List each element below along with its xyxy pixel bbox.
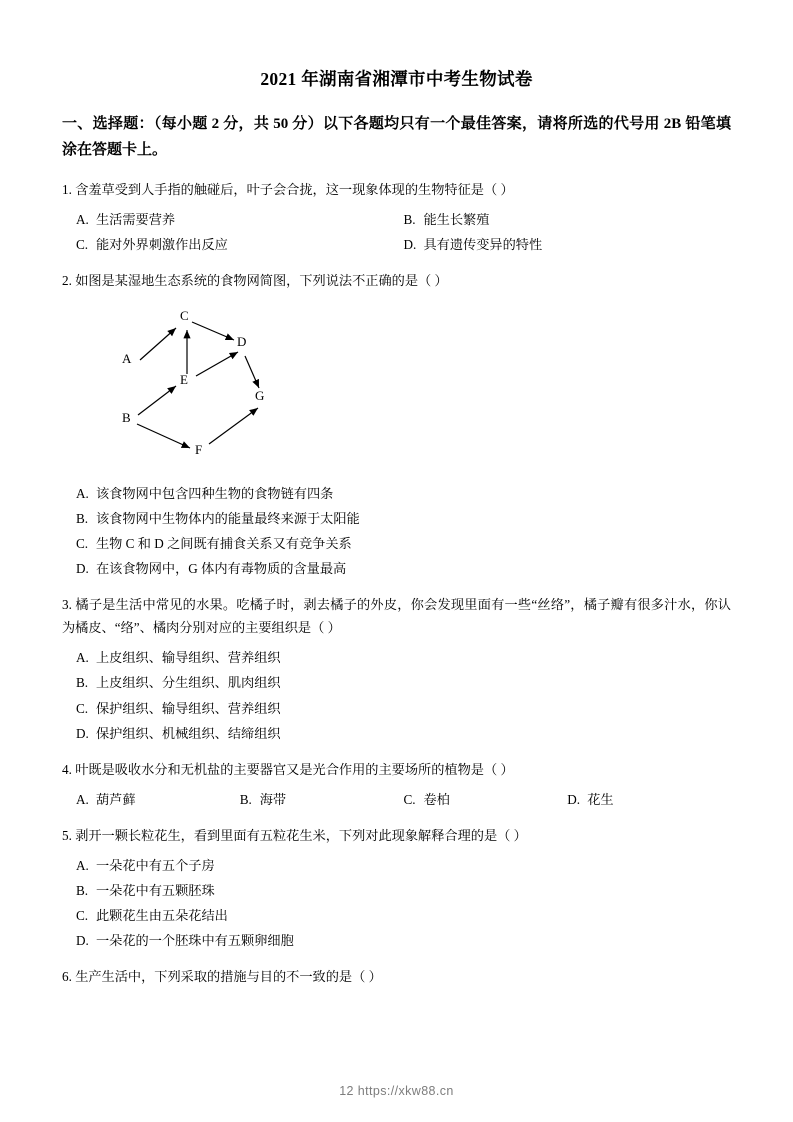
page-footer: 12 https://xkw88.cn	[339, 1084, 454, 1098]
option-text: 此颗花生由五朵花结出	[96, 908, 228, 924]
option-label: A.	[76, 211, 89, 227]
question-stem: 5. 剥开一颗长粒花生，看到里面有五粒花生米，下列对此现象解释合理的是（ ）	[62, 827, 527, 843]
option-label: C.	[76, 536, 89, 551]
option-item[interactable]	[404, 207, 732, 232]
section-heading: 一、选择题：（每小题 2 分，共 50 分）以下各题均只有一个最佳答案，请将所选的代号用 2B 铅笔填涂在答题卡上。	[62, 116, 731, 159]
option-label: D.	[76, 933, 89, 949]
option-item[interactable]	[76, 787, 240, 812]
option-row	[62, 645, 731, 670]
option-label: C.	[76, 700, 89, 716]
node-label-C: C	[180, 307, 189, 323]
option-row	[62, 878, 731, 903]
option-label: B.	[76, 675, 89, 691]
option-row	[62, 670, 731, 695]
option-item[interactable]	[76, 670, 731, 695]
option-text: 花生	[587, 791, 614, 807]
option-label: D.	[76, 725, 89, 741]
option-item[interactable]	[567, 787, 731, 812]
question-stem: 3. 橘子是生活中常见的水果。吃橘子时，剥去橘子的外皮，你会发现里面有一些“丝络”，橘子瓣有很多汁水，你认为橘皮、“络”、橘肉分别对应的主要组织是（ ）	[62, 597, 731, 636]
option-row	[62, 232, 731, 257]
option-item[interactable]	[404, 787, 568, 812]
option-text: 生物 C 和 D 之间既有捕食关系又有竞争关系	[96, 536, 352, 551]
node-label-B: B	[122, 409, 131, 425]
option-label: A.	[76, 791, 89, 807]
option-row	[62, 853, 731, 878]
option-row	[62, 696, 731, 721]
node-label-A: A	[122, 350, 132, 366]
option-row	[62, 556, 731, 581]
option-text: 葫芦藓	[96, 791, 136, 807]
option-row	[62, 787, 731, 812]
option-label: D.	[567, 791, 581, 807]
option-row	[62, 506, 731, 531]
option-label: C.	[403, 791, 416, 807]
question-stem: 2. 如图是某湿地生态系统的食物网简图，下列说法不正确的是（ ）	[62, 272, 448, 288]
option-item[interactable]	[76, 928, 731, 953]
option-row	[62, 207, 731, 232]
option-row	[62, 928, 731, 953]
option-text: 具有遗传变异的特性	[423, 236, 543, 252]
option-item[interactable]	[76, 903, 731, 928]
page-title: 2021 年湖南省湘潭市中考生物试卷	[260, 69, 533, 89]
option-text: 卷柏	[423, 791, 450, 807]
option-item[interactable]	[76, 696, 731, 721]
option-item[interactable]	[76, 556, 731, 581]
option-text: 保护组织、机械组织、结缔组织	[96, 725, 281, 741]
option-item[interactable]	[76, 232, 404, 257]
option-text: 上皮组织、输导组织、营养组织	[96, 650, 281, 666]
option-text: 海带	[259, 791, 287, 807]
option-item[interactable]	[404, 232, 732, 257]
option-text: 生活需要营养	[96, 211, 176, 227]
question-stem: 6. 生产生活中，下列采取的措施与目的不一致的是（ ）	[62, 969, 382, 985]
question-stem: 4. 叶既是吸收水分和无机盐的主要器官又是光合作用的主要场所的植物是（ ）	[62, 761, 514, 777]
option-label: A.	[76, 650, 89, 666]
node-label-D: D	[237, 333, 247, 349]
option-label: D.	[76, 561, 89, 577]
option-text: 在该食物网中，G 体内有毒物质的含量最高	[96, 561, 347, 577]
option-label: B.	[76, 510, 89, 526]
option-row	[62, 481, 731, 506]
option-text: 该食物网中生物体内的能量最终来源于太阳能	[96, 510, 360, 526]
food-web-diagram	[62, 298, 731, 473]
option-item[interactable]	[76, 207, 404, 232]
option-row	[62, 721, 731, 746]
option-label: A.	[76, 485, 89, 501]
option-row	[62, 903, 731, 928]
option-item[interactable]	[76, 853, 731, 878]
option-text: 能生长繁殖	[423, 211, 490, 227]
option-item[interactable]	[76, 506, 731, 531]
option-text: 一朵花中有五颗胚珠	[96, 883, 215, 898]
node-label-G: G	[255, 387, 265, 403]
option-label: B.	[76, 883, 89, 898]
option-label: B.	[239, 791, 252, 807]
node-label-E: E	[180, 371, 188, 387]
option-text: 一朵花中有五个子房	[96, 857, 215, 873]
option-item[interactable]	[76, 645, 731, 670]
question-stem: 1. 含羞草受到人手指的触碰后，叶子会合拢，这一现象体现的生物特征是（ ）	[62, 181, 514, 197]
option-text: 保护组织、输导组织、营养组织	[96, 700, 281, 716]
option-item[interactable]	[76, 878, 731, 903]
option-text: 该食物网中包含四种生物的食物链有四条	[96, 485, 334, 501]
option-item[interactable]	[76, 721, 731, 746]
option-text: 能对外界刺激作出反应	[96, 236, 228, 252]
option-text: 一朵花的一个胚珠中有五颗卵细胞	[96, 933, 294, 949]
option-item[interactable]	[76, 481, 731, 506]
option-label: D.	[403, 236, 417, 252]
node-label-F: F	[195, 441, 203, 457]
option-label: B.	[403, 211, 416, 227]
option-text: 上皮组织、分生组织、肌肉组织	[96, 675, 281, 691]
option-label: A.	[76, 857, 89, 873]
option-label: C.	[76, 908, 89, 924]
option-label: C.	[76, 236, 89, 252]
option-row	[62, 531, 731, 556]
option-item[interactable]	[76, 531, 731, 556]
option-item[interactable]	[240, 787, 404, 812]
